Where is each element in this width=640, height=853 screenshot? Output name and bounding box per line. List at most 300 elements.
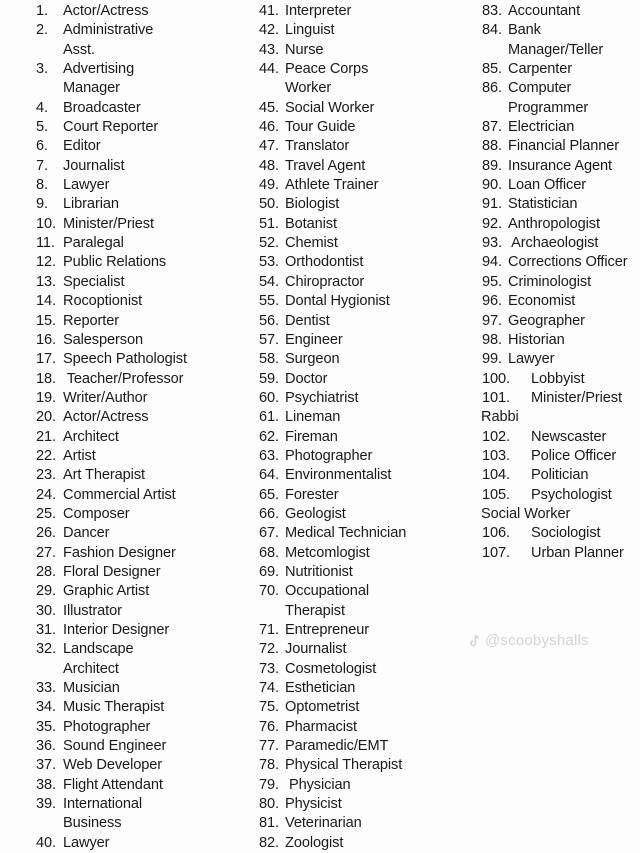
list-item bbox=[482, 350, 640, 369]
item-number: 100. bbox=[482, 370, 511, 387]
career-title: Musician bbox=[63, 680, 120, 697]
career-title: Chiropractor bbox=[285, 273, 365, 290]
career-title: Dentist bbox=[285, 312, 330, 329]
list-item bbox=[36, 544, 251, 563]
career-title: Environmentalist bbox=[285, 467, 392, 484]
list-item bbox=[36, 273, 251, 292]
item-number: 29. bbox=[36, 583, 56, 600]
item-number: 22. bbox=[36, 447, 56, 464]
career-title: Paralegal bbox=[63, 235, 124, 252]
list-item bbox=[36, 370, 251, 389]
list-item bbox=[36, 350, 251, 369]
item-number: 91. bbox=[482, 196, 502, 213]
career-title: Physicist bbox=[285, 796, 342, 813]
item-number: 59. bbox=[259, 370, 279, 387]
item-number: 65. bbox=[259, 486, 279, 503]
item-number: 21. bbox=[36, 428, 56, 445]
career-title: Economist bbox=[508, 293, 576, 310]
list-item bbox=[36, 331, 251, 350]
list-item bbox=[482, 389, 640, 408]
item-number: 92. bbox=[482, 215, 502, 232]
list-item bbox=[36, 292, 251, 311]
career-title: Interior Designer bbox=[63, 622, 170, 638]
career-title: Architect bbox=[63, 428, 119, 445]
item-number: 68. bbox=[259, 544, 279, 561]
career-title: Criminologist bbox=[508, 273, 592, 290]
list-item bbox=[482, 505, 640, 524]
career-title: Accountant bbox=[508, 3, 581, 19]
list-item bbox=[36, 195, 251, 214]
career-title: Athlete Trainer bbox=[285, 177, 379, 194]
career-title: Journalist bbox=[285, 641, 347, 658]
item-number: 14. bbox=[36, 293, 56, 310]
career-title: Lobbyist bbox=[531, 370, 585, 387]
item-number: 48. bbox=[259, 157, 279, 174]
list-item bbox=[259, 157, 481, 176]
career-title: Photographer bbox=[63, 718, 151, 735]
career-title: Manager/Teller bbox=[508, 41, 604, 58]
career-title: International bbox=[63, 796, 143, 813]
list-item bbox=[482, 234, 640, 253]
career-title: Chemist bbox=[285, 235, 338, 252]
career-title: Lawyer bbox=[508, 351, 555, 368]
list-item bbox=[482, 312, 640, 331]
item-number: 10. bbox=[36, 215, 56, 232]
item-number: 24. bbox=[36, 486, 56, 503]
list-item bbox=[482, 176, 640, 195]
item-number: 93. bbox=[482, 235, 502, 252]
career-title: Asst. bbox=[63, 41, 95, 58]
career-title: Lineman bbox=[285, 409, 341, 426]
item-number: 77. bbox=[259, 738, 279, 755]
list-item bbox=[259, 273, 481, 292]
career-list-column-1 bbox=[36, 2, 251, 853]
career-title: Commercial Artist bbox=[63, 486, 176, 503]
item-number: 17. bbox=[36, 351, 56, 368]
list-item bbox=[36, 795, 251, 814]
career-title: Illustrator bbox=[63, 602, 122, 619]
list-item bbox=[259, 814, 481, 833]
list-item-continuation bbox=[259, 79, 481, 98]
tiktok-logo-icon bbox=[468, 634, 482, 648]
list-item bbox=[259, 292, 481, 311]
list-item bbox=[36, 505, 251, 524]
item-number: 97. bbox=[482, 312, 502, 329]
item-number: 106. bbox=[482, 525, 511, 542]
career-title: Architect bbox=[63, 660, 119, 677]
item-number: 53. bbox=[259, 254, 279, 271]
item-number: 63. bbox=[259, 447, 279, 464]
career-title: Manager bbox=[63, 80, 120, 97]
list-item bbox=[36, 408, 251, 427]
item-number: 5. bbox=[36, 119, 48, 136]
item-number: 13. bbox=[36, 273, 56, 290]
item-number: 60. bbox=[259, 389, 279, 406]
career-title: Urban Planner bbox=[531, 544, 624, 561]
career-title: Paramedic/EMT bbox=[285, 738, 389, 755]
career-title: Photographer bbox=[285, 447, 373, 464]
list-item bbox=[482, 21, 640, 40]
item-number: 30. bbox=[36, 602, 56, 619]
item-number: 15. bbox=[36, 312, 56, 329]
item-number: 33. bbox=[36, 680, 56, 697]
list-item bbox=[259, 544, 481, 563]
career-title: Worker bbox=[285, 80, 332, 97]
item-number: 19. bbox=[36, 389, 56, 406]
career-title: Psychiatrist bbox=[285, 389, 359, 406]
list-item bbox=[36, 99, 251, 118]
career-title: Advertising bbox=[63, 61, 135, 78]
list-item bbox=[259, 524, 481, 543]
list-item bbox=[259, 389, 481, 408]
list-item bbox=[259, 737, 481, 756]
list-item bbox=[259, 118, 481, 137]
item-number: 54. bbox=[259, 273, 279, 290]
item-number: 37. bbox=[36, 757, 56, 774]
item-number: 101. bbox=[482, 389, 511, 406]
career-title: Forester bbox=[285, 486, 339, 503]
career-title: Geologist bbox=[285, 505, 346, 522]
item-number: 82. bbox=[259, 834, 279, 851]
list-item bbox=[36, 60, 251, 79]
career-title: Statistician bbox=[508, 196, 578, 213]
item-number: 25. bbox=[36, 505, 56, 522]
list-item bbox=[259, 660, 481, 679]
watermark-text: @scoobyshalls bbox=[485, 632, 589, 649]
item-number: 102. bbox=[482, 428, 511, 445]
item-number: 107. bbox=[482, 544, 511, 561]
career-title: Artist bbox=[63, 447, 96, 464]
career-title: Fashion Designer bbox=[63, 544, 176, 561]
item-number: 41. bbox=[259, 3, 279, 19]
list-item bbox=[36, 118, 251, 137]
career-title: Metcomlogist bbox=[285, 544, 370, 561]
list-item bbox=[482, 447, 640, 466]
career-title: Journalist bbox=[63, 157, 125, 174]
item-number: 4. bbox=[36, 99, 48, 116]
career-title: Rabbi bbox=[481, 409, 519, 426]
career-title: Newscaster bbox=[531, 428, 607, 445]
list-item bbox=[482, 60, 640, 79]
list-item bbox=[259, 2, 481, 21]
list-item bbox=[36, 137, 251, 156]
career-title: Linguist bbox=[285, 22, 335, 39]
item-number: 86. bbox=[482, 80, 502, 97]
career-title: Editor bbox=[63, 138, 101, 155]
list-item bbox=[482, 370, 640, 389]
item-number: 26. bbox=[36, 525, 56, 542]
list-item bbox=[259, 640, 481, 659]
item-number: 96. bbox=[482, 293, 502, 310]
item-number: 85. bbox=[482, 61, 502, 78]
career-title: Floral Designer bbox=[63, 563, 161, 580]
list-item bbox=[259, 582, 481, 601]
item-number: 27. bbox=[36, 544, 56, 561]
career-title: Lawyer bbox=[63, 834, 110, 851]
career-title: Veterinarian bbox=[285, 815, 362, 832]
career-title: Bank bbox=[508, 22, 541, 39]
list-item bbox=[259, 621, 481, 640]
career-title: Optometrist bbox=[285, 699, 360, 716]
career-title: Landscape bbox=[63, 641, 134, 658]
item-number: 9. bbox=[36, 196, 48, 213]
item-number: 71. bbox=[259, 622, 279, 638]
item-number: 12. bbox=[36, 254, 56, 271]
item-number: 32. bbox=[36, 641, 56, 658]
item-number: 47. bbox=[259, 138, 279, 155]
career-title: Politician bbox=[531, 467, 589, 484]
list-item-continuation bbox=[36, 660, 251, 679]
item-number: 16. bbox=[36, 331, 56, 348]
career-title: Travel Agent bbox=[285, 157, 366, 174]
career-title: Broadcaster bbox=[63, 99, 141, 116]
item-number: 84. bbox=[482, 22, 502, 39]
career-title: Police Officer bbox=[531, 447, 617, 464]
item-number: 66. bbox=[259, 505, 279, 522]
item-number: 28. bbox=[36, 563, 56, 580]
item-number: 75. bbox=[259, 699, 279, 716]
item-number: 55. bbox=[259, 293, 279, 310]
career-title: Business bbox=[63, 815, 122, 832]
item-number: 74. bbox=[259, 680, 279, 697]
list-item bbox=[259, 137, 481, 156]
career-title: Composer bbox=[63, 505, 130, 522]
item-number: 42. bbox=[259, 22, 279, 39]
item-number: 45. bbox=[259, 99, 279, 116]
list-item bbox=[36, 737, 251, 756]
item-number: 64. bbox=[259, 467, 279, 484]
item-number: 69. bbox=[259, 563, 279, 580]
list-item bbox=[259, 834, 481, 853]
list-item bbox=[259, 408, 481, 427]
item-number: 51. bbox=[259, 215, 279, 232]
career-title: Therapist bbox=[285, 602, 345, 619]
career-title: Administrative bbox=[63, 22, 154, 39]
list-item bbox=[36, 312, 251, 331]
list-item bbox=[36, 447, 251, 466]
career-title: Web Developer bbox=[63, 757, 163, 774]
item-number: 70. bbox=[259, 583, 279, 600]
list-item-continuation bbox=[36, 41, 251, 60]
list-item bbox=[259, 312, 481, 331]
list-item bbox=[482, 524, 640, 543]
item-number: 52. bbox=[259, 235, 279, 252]
list-item bbox=[36, 466, 251, 485]
career-title: Financial Planner bbox=[508, 138, 620, 155]
list-item bbox=[482, 273, 640, 292]
career-title: Esthetician bbox=[285, 680, 356, 697]
career-title: Insurance Agent bbox=[508, 157, 612, 174]
career-title: Programmer bbox=[508, 99, 589, 116]
list-item bbox=[259, 195, 481, 214]
item-number: 31. bbox=[36, 622, 56, 638]
career-title: Dancer bbox=[63, 525, 110, 542]
career-title: Pharmacist bbox=[285, 718, 357, 735]
item-number: 94. bbox=[482, 254, 502, 271]
list-item bbox=[259, 756, 481, 775]
item-number: 72. bbox=[259, 641, 279, 658]
list-item-continuation bbox=[482, 41, 640, 60]
career-title: Computer bbox=[508, 80, 572, 97]
career-title: Engineer bbox=[285, 331, 343, 348]
career-title: Doctor bbox=[285, 370, 328, 387]
list-item bbox=[259, 563, 481, 582]
career-title: Sound Engineer bbox=[63, 738, 167, 755]
list-item bbox=[36, 389, 251, 408]
list-item bbox=[259, 776, 481, 795]
career-title: Psychologist bbox=[531, 486, 612, 503]
career-title: Surgeon bbox=[285, 351, 340, 368]
item-number: 105. bbox=[482, 486, 511, 503]
item-number: 50. bbox=[259, 196, 279, 213]
list-item-continuation bbox=[36, 79, 251, 98]
list-item bbox=[36, 602, 251, 621]
item-number: 43. bbox=[259, 41, 279, 58]
career-title: Speech Pathologist bbox=[63, 351, 187, 368]
item-number: 58. bbox=[259, 351, 279, 368]
item-number: 80. bbox=[259, 796, 279, 813]
list-item bbox=[482, 2, 640, 21]
list-item bbox=[482, 486, 640, 505]
career-title: Corrections Officer bbox=[508, 254, 628, 271]
item-number: 38. bbox=[36, 776, 56, 793]
career-title: Cosmetologist bbox=[285, 660, 377, 677]
career-title: Interpreter bbox=[285, 3, 352, 19]
career-title: Electrician bbox=[508, 119, 575, 136]
list-item bbox=[482, 408, 640, 427]
list-item bbox=[36, 157, 251, 176]
career-title: Carpenter bbox=[508, 61, 572, 78]
list-item bbox=[259, 350, 481, 369]
career-title: Specialist bbox=[63, 273, 125, 290]
item-number: 99. bbox=[482, 351, 502, 368]
career-title: Flight Attendant bbox=[63, 776, 163, 793]
career-title: Teacher/Professor bbox=[63, 370, 184, 387]
career-title: Tour Guide bbox=[285, 119, 356, 136]
list-item bbox=[482, 157, 640, 176]
list-item bbox=[482, 544, 640, 563]
list-item bbox=[482, 466, 640, 485]
list-item bbox=[259, 428, 481, 447]
item-number: 79. bbox=[259, 776, 279, 793]
item-number: 104. bbox=[482, 467, 511, 484]
item-number: 18. bbox=[36, 370, 56, 387]
career-title: Minister/Priest bbox=[531, 389, 622, 406]
item-number: 57. bbox=[259, 331, 279, 348]
career-title: Social Worker bbox=[481, 505, 571, 522]
item-number: 76. bbox=[259, 718, 279, 735]
item-number: 11. bbox=[36, 235, 55, 252]
item-number: 35. bbox=[36, 718, 56, 735]
career-title: Reporter bbox=[63, 312, 119, 329]
item-number: 87. bbox=[482, 119, 502, 136]
career-title: Historian bbox=[508, 331, 565, 348]
career-title: Anthropologist bbox=[508, 215, 600, 232]
list-item bbox=[36, 563, 251, 582]
item-number: 67. bbox=[259, 525, 279, 542]
item-number: 3. bbox=[36, 61, 48, 78]
career-list-column-3 bbox=[482, 2, 640, 563]
item-number: 23. bbox=[36, 467, 56, 484]
career-title: Nutritionist bbox=[285, 563, 353, 580]
career-title: Actor/Actress bbox=[63, 409, 149, 426]
item-number: 49. bbox=[259, 177, 279, 194]
career-title: Minister/Priest bbox=[63, 215, 154, 232]
list-item bbox=[36, 524, 251, 543]
item-number: 88. bbox=[482, 138, 502, 155]
career-title: Writer/Author bbox=[63, 389, 148, 406]
list-item bbox=[36, 834, 251, 853]
list-item bbox=[259, 41, 481, 60]
list-item bbox=[259, 253, 481, 272]
list-item bbox=[36, 176, 251, 195]
list-item bbox=[259, 466, 481, 485]
list-item bbox=[259, 99, 481, 118]
list-item bbox=[482, 79, 640, 98]
career-title: Nurse bbox=[285, 41, 324, 58]
career-title: Archaeologist bbox=[508, 235, 599, 252]
list-item bbox=[259, 215, 481, 234]
career-title: Translator bbox=[285, 138, 350, 155]
career-title: Physical Therapist bbox=[285, 757, 403, 774]
list-item bbox=[36, 582, 251, 601]
list-item bbox=[259, 698, 481, 717]
career-list-column-2 bbox=[259, 2, 481, 853]
career-title: Entrepreneur bbox=[285, 622, 369, 638]
list-item bbox=[482, 292, 640, 311]
list-item bbox=[259, 234, 481, 253]
item-number: 56. bbox=[259, 312, 279, 329]
item-number: 40. bbox=[36, 834, 56, 851]
item-number: 81. bbox=[259, 815, 279, 832]
career-title: Court Reporter bbox=[63, 119, 159, 136]
career-title: Zoologist bbox=[285, 834, 344, 851]
list-item-continuation bbox=[482, 99, 640, 118]
list-item bbox=[259, 505, 481, 524]
career-title: Loan Officer bbox=[508, 177, 587, 194]
item-number: 98. bbox=[482, 331, 502, 348]
career-title: Medical Technician bbox=[285, 525, 407, 542]
list-item bbox=[259, 679, 481, 698]
career-title: Graphic Artist bbox=[63, 583, 150, 600]
career-title: Biologist bbox=[285, 196, 340, 213]
career-title: Dontal Hygionist bbox=[285, 293, 390, 310]
career-title: Lawyer bbox=[63, 177, 110, 194]
career-title: Botanist bbox=[285, 215, 337, 232]
list-item bbox=[482, 253, 640, 272]
item-number: 6. bbox=[36, 138, 48, 155]
list-item bbox=[36, 2, 251, 21]
list-item bbox=[259, 176, 481, 195]
list-item bbox=[36, 698, 251, 717]
list-item bbox=[482, 215, 640, 234]
list-item bbox=[36, 718, 251, 737]
item-number: 36. bbox=[36, 738, 56, 755]
list-item bbox=[259, 21, 481, 40]
list-item bbox=[259, 60, 481, 79]
list-item bbox=[259, 370, 481, 389]
career-title: Occupational bbox=[285, 583, 369, 600]
list-item bbox=[36, 21, 251, 40]
item-number: 7. bbox=[36, 157, 48, 174]
list-item bbox=[259, 331, 481, 350]
career-title: Music Therapist bbox=[63, 699, 165, 716]
list-item bbox=[36, 640, 251, 659]
item-number: 61. bbox=[259, 409, 279, 426]
list-item bbox=[482, 118, 640, 137]
career-title: Sociologist bbox=[531, 525, 601, 542]
career-title: Public Relations bbox=[63, 254, 167, 271]
